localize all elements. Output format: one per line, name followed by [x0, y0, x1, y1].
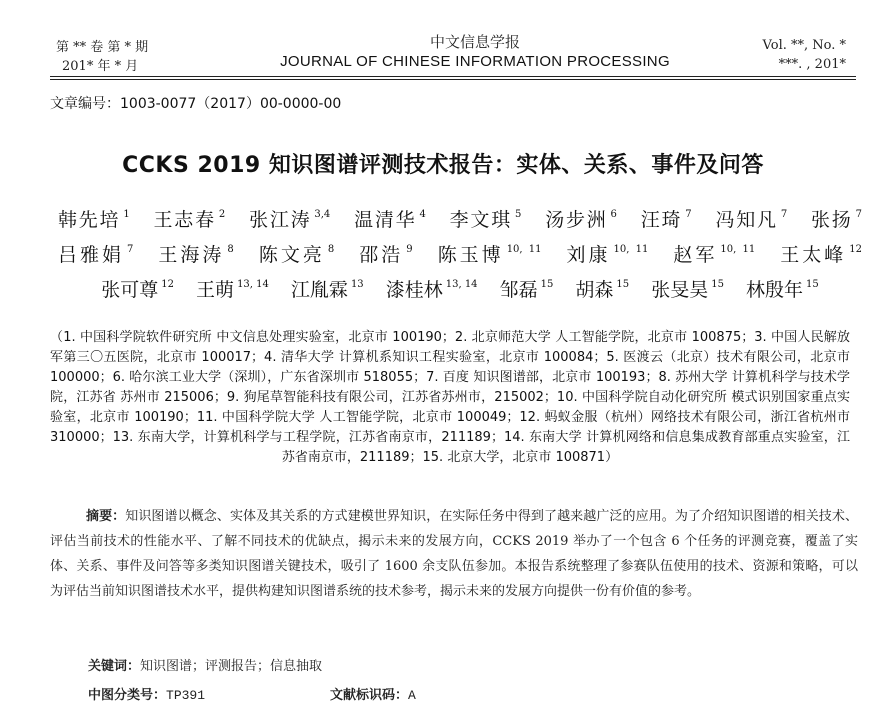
author-name: 冯知凡: [715, 209, 778, 231]
author-name: 邹磊: [499, 279, 538, 301]
author: [651, 279, 724, 301]
volume-date: ***. , 201*: [778, 57, 846, 72]
author: [291, 279, 364, 301]
author-list: [50, 200, 870, 305]
author-name: 邵浩: [359, 244, 404, 266]
paper-title: CCKS 2019 知识图谱评测技术报告：实体、关系、事件及问答: [122, 153, 764, 178]
author-affiliation-mark: 2: [218, 209, 226, 220]
journal-name-en: JOURNAL OF CHINESE INFORMATION PROCESSING: [280, 53, 670, 70]
author: [811, 209, 862, 231]
issue-info: [56, 38, 148, 76]
clc-label: 中图分类号：: [88, 688, 167, 703]
author: [575, 279, 629, 301]
author-affiliation-mark: 10, 11: [506, 244, 542, 255]
author: [101, 279, 174, 301]
author: [715, 209, 787, 231]
author-name: 张可尊: [101, 279, 159, 301]
author-affiliation-mark: 8: [227, 244, 234, 255]
author-name: 张江涛: [249, 209, 312, 231]
author-affiliation-mark: 10, 11: [720, 244, 756, 255]
document-code: [330, 684, 416, 703]
volume-number: Vol. **, No. *: [762, 38, 846, 53]
abstract-text: 知识图谱以概念、实体及其关系的方式建模世界知识，在实际任务中得到了越来越广泛的应用。为了介绍知识图谱的相关技术、评估当前技术的性能水平、了解不同技术的优缺点，揭示未来的发展方向，CCKS 2019 举办了一个包含 6 个任务的评测竞赛，覆盖了实体、关系、事件及问答等多类知识图谱关键技术，吸引了 1600 余支队伍参加。本报告系统整理了参赛队伍使用的技术、资源和策略，可以为评估当前知识图谱技术水平，提供构建知识图谱系统的技术参考，揭示未来的发展方向提供一份有价值的参考。: [50, 509, 858, 599]
author: [158, 244, 233, 266]
author-affiliation-mark: 9: [406, 244, 413, 255]
keywords-text: 知识图谱；评测报告；信息抽取: [140, 659, 323, 674]
author-affiliation-mark: 10, 11: [613, 244, 649, 255]
header-rule: [50, 76, 856, 77]
author: [567, 244, 649, 266]
journal-name: [240, 32, 710, 72]
author-affiliation-mark: 15: [711, 279, 724, 290]
author: [641, 209, 692, 231]
author: [746, 279, 819, 301]
author: [354, 209, 426, 231]
author-name: 漆桂林: [385, 279, 443, 301]
volume-info: [763, 36, 846, 74]
author: [450, 209, 522, 231]
affiliations: （1. 中国科学院软件研究所 中文信息处理实验室，北京市 100190；2. 北京师范大学 人工智能学院，北京市 100875；3. 中国人民解放军第三〇五医院，北京市 100017；4. 清华大学 计算机系知识工程实验室，北京市 100084；5. 医渡云（北京）技术有限公司，北京市 100000；6. 哈尔滨工业大学（深圳），广东省深圳市 518055；7. 百度 知识图谱部，北京市 100193；8. 苏州大学 计算机科学与技术学院，江苏省 苏州市 215006；9. 狗尾草智能科技有限公司，江苏省苏州市，215002；10. 中国科学院自动化研究所 模式识别国家重点实验室，北京市 100190；11. 中国科学院大学 人工智能学院，北京市 100049；12. 蚂蚁金服（杭州）网络技术有限公司，浙江省杭州市 310000；13. 东南大学，计算机科学与工程学院，江苏省南京市，211189；14. 东南大学 计算机网络和信息集成教育部重点实验室，江苏省南京市，211189；15. 北京大学，北京市 100871）: [50, 330, 850, 465]
keywords: [88, 655, 322, 674]
author-affiliation-mark: 15: [540, 279, 554, 290]
author: [259, 244, 334, 266]
author-name: 王太峰: [780, 244, 847, 266]
author: [500, 279, 554, 301]
author-name: 吕雅娟: [58, 244, 124, 266]
author-affiliation-mark: 12: [161, 279, 174, 290]
author-affiliation-mark: 7: [685, 209, 692, 220]
abstract-label: 摘要：: [86, 509, 126, 524]
author-affiliation-mark: 13, 14: [237, 279, 269, 290]
author-name: 江胤霖: [290, 279, 348, 301]
author: [58, 244, 133, 266]
author-affiliation-mark: 6: [610, 209, 617, 220]
author-affiliation-mark: 13: [350, 279, 364, 290]
author-name: 刘康: [566, 244, 611, 266]
author: [545, 209, 617, 231]
author-name: 韩先培: [58, 209, 121, 231]
article-number: 文章编号：1003-0077（2017）00-0000-00: [50, 96, 342, 112]
author: [154, 209, 226, 231]
author: [359, 244, 412, 266]
journal-name-cn: 中文信息学报: [429, 33, 520, 51]
author: [438, 244, 542, 266]
doc-code-value: A: [408, 688, 416, 703]
author-affiliation-mark: 7: [127, 244, 134, 255]
author-affiliation-mark: 4: [419, 209, 426, 220]
doc-code-label: 文献标识码：: [330, 688, 409, 703]
issue-date: 201* 年 * 月: [62, 59, 139, 74]
author-name: 王海涛: [158, 244, 225, 266]
classification-number: [88, 684, 205, 703]
author: [386, 279, 478, 301]
author-name: 陈玉博: [437, 244, 504, 266]
author-affiliation-mark: 15: [806, 279, 819, 290]
author-affiliation-mark: 7: [855, 209, 862, 220]
author-name: 温清华: [354, 209, 417, 231]
author-affiliation-mark: 5: [514, 209, 522, 220]
author-name: 张扬: [811, 209, 853, 231]
author-affiliation-mark: 8: [327, 244, 335, 255]
author: [673, 244, 755, 266]
keywords-label: 关键词：: [88, 659, 141, 674]
author: [58, 209, 130, 231]
author-name: 王志春: [153, 209, 216, 231]
clc-value: TP391: [166, 688, 206, 703]
author-name: 林殷年: [745, 279, 803, 301]
author-name: 胡森: [575, 279, 614, 301]
author-name: 汪琦: [640, 209, 683, 231]
header-rule-double: [50, 79, 856, 80]
author-name: 王萌: [196, 279, 235, 301]
author-name: 李文琪: [449, 209, 512, 231]
author-name: 赵军: [673, 244, 718, 266]
author-affiliation-mark: 3,4: [314, 209, 331, 220]
author-affiliation-mark: 1: [123, 209, 130, 220]
author: [780, 244, 862, 266]
issue-volume: 第 ** 卷 第 * 期: [56, 40, 149, 55]
author-name: 汤步洲: [545, 209, 608, 231]
author-affiliation-mark: 15: [616, 279, 630, 290]
author-affiliation-mark: 12: [849, 244, 862, 255]
author: [249, 209, 330, 231]
abstract: [50, 504, 858, 604]
author-affiliation-mark: 7: [780, 209, 788, 220]
author: [196, 279, 269, 301]
author-name: 张旻昊: [651, 279, 709, 301]
author-name: 陈文亮: [258, 244, 325, 266]
author-affiliation-mark: 13, 14: [445, 279, 478, 290]
